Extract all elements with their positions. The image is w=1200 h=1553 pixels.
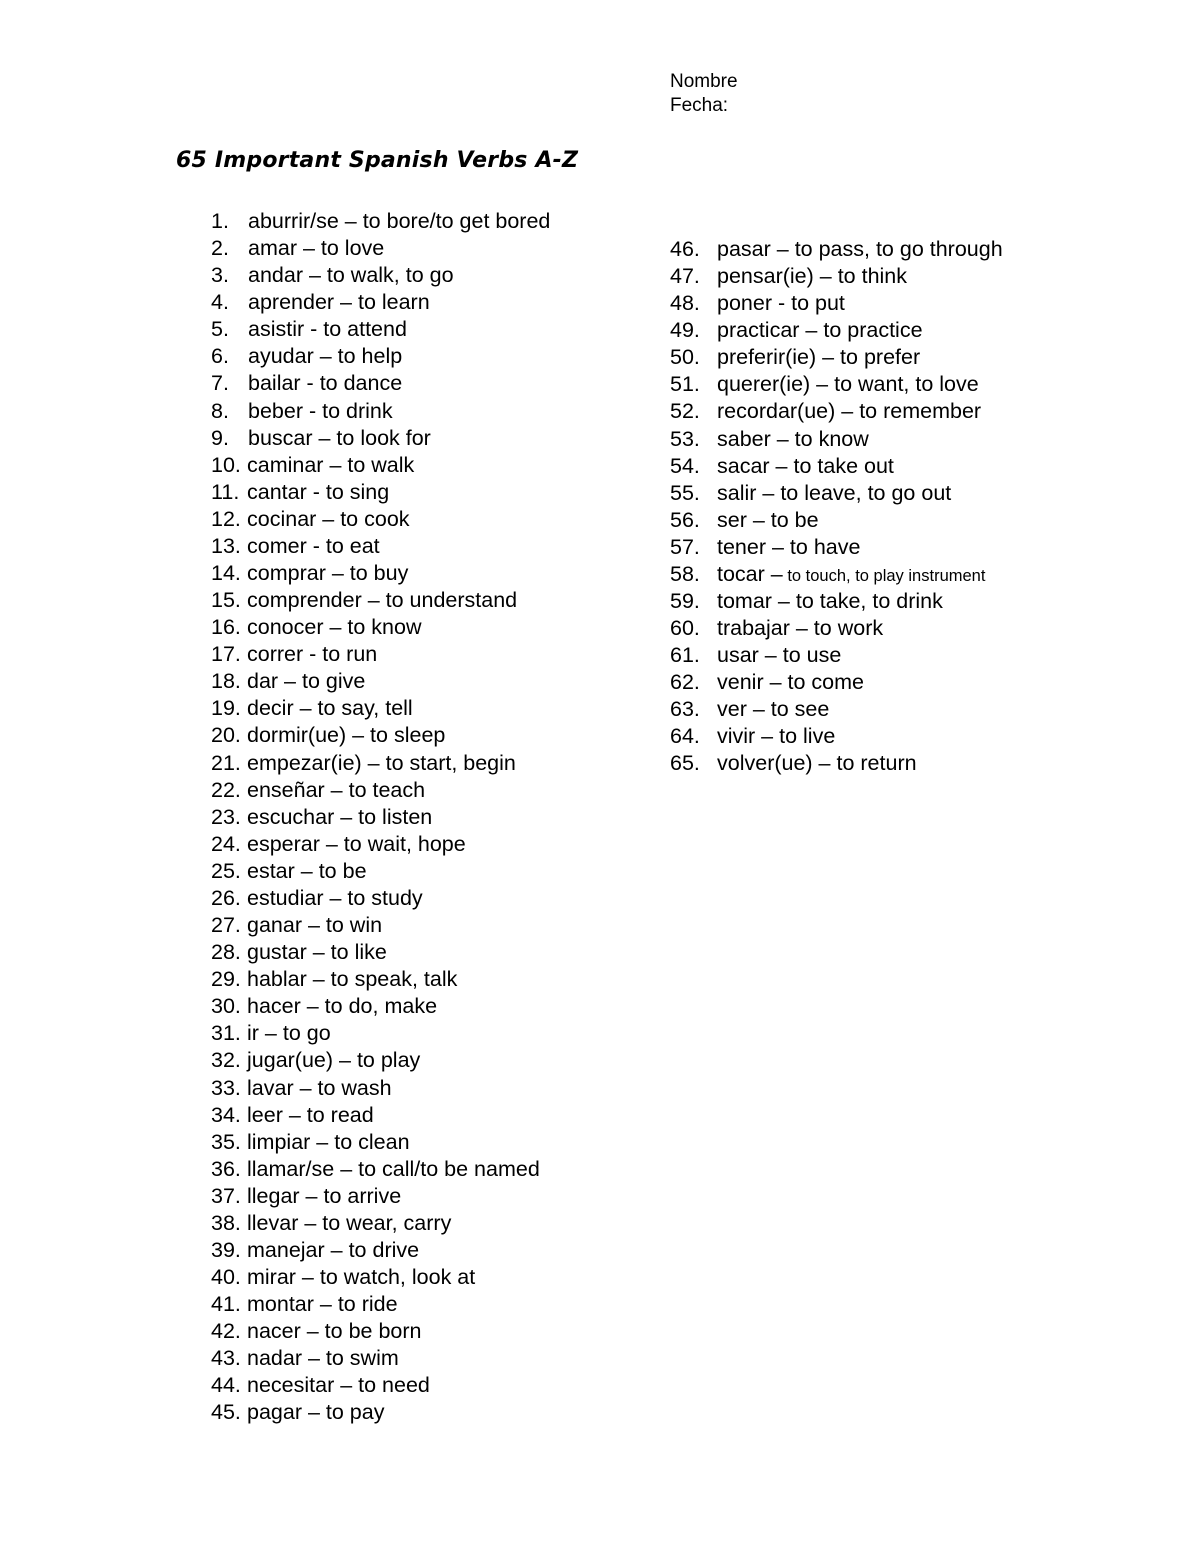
item-number: 32. xyxy=(211,1048,241,1073)
item-number: 21. xyxy=(211,750,241,775)
item-number: 1. xyxy=(211,209,229,233)
item-number: 51. xyxy=(670,372,700,397)
item-number: 47. xyxy=(670,264,700,289)
list-item xyxy=(670,290,1003,317)
item-number: 52. xyxy=(670,399,700,424)
list-item xyxy=(670,398,1003,425)
item-number: 9. xyxy=(211,425,229,450)
item-text: estudiar – to study xyxy=(247,885,423,910)
list-item xyxy=(211,912,550,939)
item-text: hablar – to speak, talk xyxy=(247,967,458,992)
date-label: Fecha: xyxy=(670,95,729,116)
item-number: 39. xyxy=(211,1237,241,1262)
list-item xyxy=(211,695,550,722)
list-item xyxy=(670,344,1003,371)
item-number: 31. xyxy=(211,1021,241,1046)
list-item xyxy=(211,1075,550,1102)
item-number: 38. xyxy=(211,1210,241,1235)
list-item xyxy=(211,560,550,587)
item-text: montar – to ride xyxy=(247,1292,398,1317)
page-title: 65 Important Spanish Verbs A-Z xyxy=(176,148,579,173)
list-item xyxy=(670,236,1003,263)
list-item xyxy=(211,425,550,452)
list-item xyxy=(670,615,1003,642)
item-text: ver – to see xyxy=(717,697,830,722)
item-number: 41. xyxy=(211,1292,241,1317)
item-number: 15. xyxy=(211,588,241,613)
item-text: nacer – to be born xyxy=(247,1319,422,1344)
item-text: hacer – to do, make xyxy=(247,994,438,1019)
item-number: 16. xyxy=(211,615,241,640)
item-number: 57. xyxy=(670,534,700,559)
item-text: ser – to be xyxy=(717,507,819,532)
item-text: cantar - to sing xyxy=(247,479,390,504)
verb-list-right xyxy=(670,236,1003,778)
item-number: 46. xyxy=(670,237,700,261)
item-text: andar – to walk, to go xyxy=(248,263,454,288)
item-text: lavar – to wash xyxy=(247,1075,392,1100)
list-item xyxy=(211,722,550,749)
item-number: 22. xyxy=(211,777,241,802)
item-text: llevar – to wear, carry xyxy=(247,1210,452,1235)
item-text: nadar – to swim xyxy=(247,1346,399,1371)
item-number: 49. xyxy=(670,318,700,343)
item-text: salir – to leave, to go out xyxy=(717,480,952,505)
item-text: aburrir/se – to bore/to get bored xyxy=(248,209,551,233)
item-text: comprar – to buy xyxy=(247,561,409,586)
item-number: 30. xyxy=(211,994,241,1019)
item-text: jugar(ue) – to play xyxy=(247,1048,421,1073)
item-number: 28. xyxy=(211,940,241,965)
item-text: limpiar – to clean xyxy=(247,1129,410,1154)
list-item xyxy=(670,642,1003,669)
item-meaning: to touch, to play instrument xyxy=(782,566,986,585)
list-item xyxy=(211,885,550,912)
list-item xyxy=(211,235,550,262)
list-item xyxy=(211,777,550,804)
list-item xyxy=(670,750,1003,777)
list-item xyxy=(211,1291,550,1318)
list-item xyxy=(211,289,550,316)
item-number: 19. xyxy=(211,696,241,721)
item-text: venir – to come xyxy=(717,670,864,695)
item-text: caminar – to walk xyxy=(247,452,415,477)
list-item xyxy=(211,316,550,343)
item-text: tener – to have xyxy=(717,534,861,559)
item-number: 45. xyxy=(211,1400,241,1425)
item-text: estar – to be xyxy=(247,858,367,883)
item-number: 58. xyxy=(670,561,700,586)
item-number: 3. xyxy=(211,263,229,288)
item-number: 26. xyxy=(211,885,241,910)
list-item xyxy=(211,939,550,966)
list-item xyxy=(211,1156,550,1183)
list-item xyxy=(211,1183,550,1210)
list-item xyxy=(211,343,550,370)
list-item xyxy=(670,561,1003,588)
item-number: 14. xyxy=(211,561,241,586)
list-item xyxy=(670,263,1003,290)
item-text: pasar – xyxy=(717,237,789,261)
item-text: buscar – to look for xyxy=(248,425,431,450)
item-number: 10. xyxy=(211,452,241,477)
list-item xyxy=(670,669,1003,696)
list-item xyxy=(211,641,550,668)
list-item xyxy=(211,1129,550,1156)
verb-list-left xyxy=(211,208,550,1427)
item-text: bailar - to dance xyxy=(248,371,403,396)
item-number: 13. xyxy=(211,533,241,558)
item-text: pensar(ie) – to think xyxy=(717,264,908,289)
item-number: 59. xyxy=(670,589,700,614)
item-number: 42. xyxy=(211,1319,241,1344)
item-text: escuchar – to listen xyxy=(247,804,433,829)
item-text: ir – to go xyxy=(247,1021,331,1046)
item-number: 61. xyxy=(670,643,700,668)
item-number: 18. xyxy=(211,669,241,694)
list-item xyxy=(211,993,550,1020)
list-item xyxy=(211,831,550,858)
item-number: 23. xyxy=(211,804,241,829)
list-item xyxy=(211,370,550,397)
item-number: 20. xyxy=(211,723,241,748)
item-number: 50. xyxy=(670,345,700,370)
item-text: practicar – to practice xyxy=(717,318,923,343)
list-item xyxy=(670,507,1003,534)
item-text: cocinar – to cook xyxy=(247,506,410,531)
name-label: Nombre xyxy=(670,71,738,92)
item-number: 48. xyxy=(670,291,700,316)
item-number: 62. xyxy=(670,670,700,695)
item-number: 6. xyxy=(211,344,229,369)
list-item xyxy=(211,208,550,235)
item-number: 35. xyxy=(211,1129,241,1154)
item-text: tomar – to take, to drink xyxy=(717,589,943,614)
item-text: enseñar – to teach xyxy=(247,777,426,802)
item-text: decir – to say, tell xyxy=(247,696,413,721)
item-number: 17. xyxy=(211,642,241,667)
item-number: 29. xyxy=(211,967,241,992)
list-item xyxy=(670,534,1003,561)
list-item xyxy=(211,804,550,831)
list-item xyxy=(670,588,1003,615)
item-number: 25. xyxy=(211,858,241,883)
item-text: llegar – to arrive xyxy=(247,1183,402,1208)
item-text: asistir - to attend xyxy=(248,317,407,342)
item-number: 56. xyxy=(670,507,700,532)
item-number: 8. xyxy=(211,398,229,423)
item-text: aprender – to learn xyxy=(248,290,430,315)
list-item xyxy=(211,506,550,533)
list-item xyxy=(211,452,550,479)
item-number: 27. xyxy=(211,913,241,938)
list-item xyxy=(211,262,550,289)
item-text: sacar – to take out xyxy=(717,453,894,478)
item-number: 2. xyxy=(211,236,229,261)
list-item xyxy=(670,371,1003,398)
item-number: 11. xyxy=(211,479,240,504)
item-text: correr - to run xyxy=(247,642,378,667)
list-item xyxy=(211,533,550,560)
item-number: 44. xyxy=(211,1373,241,1398)
item-text: recordar(ue) – to remember xyxy=(717,399,982,424)
item-text: preferir(ie) – to prefer xyxy=(717,345,921,370)
list-item xyxy=(211,858,550,885)
item-text: dormir(ue) – to sleep xyxy=(247,723,446,748)
list-item xyxy=(670,723,1003,750)
list-item xyxy=(211,479,550,506)
item-number: 24. xyxy=(211,831,241,856)
item-text: volver(ue) – to return xyxy=(717,751,917,776)
item-text: comer - to eat xyxy=(247,533,380,558)
item-text: leer – to read xyxy=(247,1102,374,1127)
list-item xyxy=(211,1210,550,1237)
list-item xyxy=(211,1264,550,1291)
list-item xyxy=(211,1047,550,1074)
item-number: 40. xyxy=(211,1265,241,1290)
list-item xyxy=(211,1399,550,1426)
item-number: 60. xyxy=(670,616,700,641)
item-text: tocar – xyxy=(717,561,783,586)
list-item xyxy=(211,1372,550,1399)
item-text: esperar – to wait, hope xyxy=(247,831,466,856)
item-text: manejar – to drive xyxy=(247,1237,420,1262)
list-item xyxy=(670,696,1003,723)
item-text: ayudar – to help xyxy=(248,344,403,369)
item-text: mirar – to watch, look at xyxy=(247,1265,476,1290)
list-item xyxy=(211,1020,550,1047)
item-number: 54. xyxy=(670,453,700,478)
list-item xyxy=(670,317,1003,344)
list-item xyxy=(211,1102,550,1129)
item-number: 12. xyxy=(211,506,241,531)
item-text: necesitar – to need xyxy=(247,1373,430,1398)
item-number: 65. xyxy=(670,751,700,776)
list-item xyxy=(211,587,550,614)
item-number: 55. xyxy=(670,480,700,505)
item-number: 63. xyxy=(670,697,700,722)
item-number: 64. xyxy=(670,724,700,749)
list-item xyxy=(211,1237,550,1264)
list-item xyxy=(211,750,550,777)
item-text: gustar – to like xyxy=(247,940,387,965)
item-text: beber - to drink xyxy=(248,398,393,423)
item-number: 4. xyxy=(211,290,229,315)
item-text: trabajar – to work xyxy=(717,616,884,641)
item-text: querer(ie) – to want, to love xyxy=(717,372,979,397)
item-number: 34. xyxy=(211,1102,241,1127)
list-item xyxy=(670,480,1003,507)
item-text: pagar – to pay xyxy=(247,1400,385,1425)
list-item xyxy=(211,966,550,993)
list-item xyxy=(211,614,550,641)
item-text: amar – to love xyxy=(248,236,385,261)
item-text: empezar(ie) – to start, begin xyxy=(247,750,516,775)
item-number: 7. xyxy=(211,371,229,396)
item-text: vivir – to live xyxy=(717,724,836,749)
item-text: dar – to give xyxy=(247,669,366,694)
item-text: conocer – to know xyxy=(247,615,422,640)
list-item xyxy=(211,1318,550,1345)
item-text: usar – to use xyxy=(717,643,842,668)
item-number: 53. xyxy=(670,426,700,451)
item-text: llamar/se – to call/to be named xyxy=(247,1156,540,1181)
list-item xyxy=(211,1345,550,1372)
list-item xyxy=(670,453,1003,480)
list-item xyxy=(211,398,550,425)
header-fields xyxy=(670,70,738,118)
item-number: 43. xyxy=(211,1346,241,1371)
item-meaning: to pass, to go through xyxy=(788,237,1003,261)
item-number: 37. xyxy=(211,1183,241,1208)
item-number: 5. xyxy=(211,317,229,342)
item-number: 36. xyxy=(211,1156,241,1181)
item-text: poner - to put xyxy=(717,291,845,316)
list-item xyxy=(211,668,550,695)
item-text: comprender – to understand xyxy=(247,588,518,613)
item-number: 33. xyxy=(211,1075,241,1100)
item-text: saber – to know xyxy=(717,426,869,451)
list-item xyxy=(670,426,1003,453)
item-text: ganar – to win xyxy=(247,913,383,938)
